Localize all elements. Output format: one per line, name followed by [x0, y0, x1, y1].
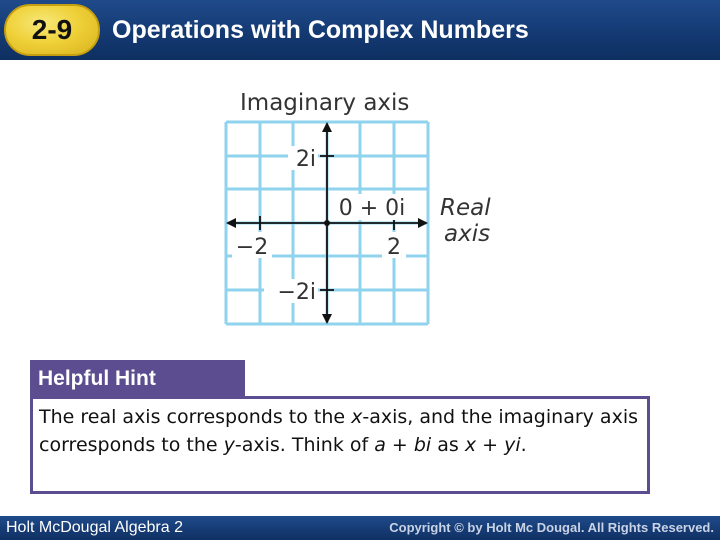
lesson-number: 2-9: [31, 14, 73, 45]
lesson-badge: [4, 4, 100, 56]
hint-text-4: +: [385, 434, 414, 456]
hint-var-a: a: [374, 434, 386, 456]
hint-var-x: x: [351, 406, 363, 428]
imaginary-axis-title: Imaginary axis: [240, 90, 410, 116]
complex-plane-svg: [0, 60, 720, 360]
footer-copyright: Copyright © by Holt Mc Dougal. All Rights Reserved.: [389, 520, 714, 535]
pos-imag-label: 2i: [295, 147, 316, 172]
hint-text-1: The real axis corresponds to the: [39, 406, 352, 428]
hint-text-2: -axis, and the imaginary axis corresponds to the: [39, 406, 638, 456]
hint-text-7: .: [520, 434, 527, 456]
hint-var-bi: bi: [413, 434, 432, 456]
header-bar: [0, 0, 720, 60]
hint-text-3: -axis. Think of: [234, 434, 375, 456]
helpful-hint-title: Helpful Hint: [30, 360, 245, 396]
complex-plane-diagram: [0, 60, 720, 360]
footer-bar: [0, 516, 720, 540]
hint-text-6: +: [476, 434, 505, 456]
hint-var-x2: x: [464, 434, 477, 456]
neg-imag-label: −2i: [277, 280, 316, 305]
hint-var-yi: yi: [504, 434, 521, 456]
real-axis-title-line1: Real: [440, 195, 491, 221]
origin-label: 0 + 0i: [338, 196, 406, 221]
page-title: Operations with Complex Numbers: [112, 16, 529, 44]
footer-book-title: Holt McDougal Algebra 2: [6, 519, 183, 536]
hint-text-5: as: [431, 434, 465, 456]
origin-point: [324, 220, 330, 226]
pos-real-label: 2: [387, 235, 401, 260]
neg-real-label: −2: [235, 235, 269, 260]
helpful-hint-body: [30, 396, 650, 494]
real-axis-title-line2: axis: [444, 221, 491, 247]
hint-var-y: y: [223, 434, 235, 456]
